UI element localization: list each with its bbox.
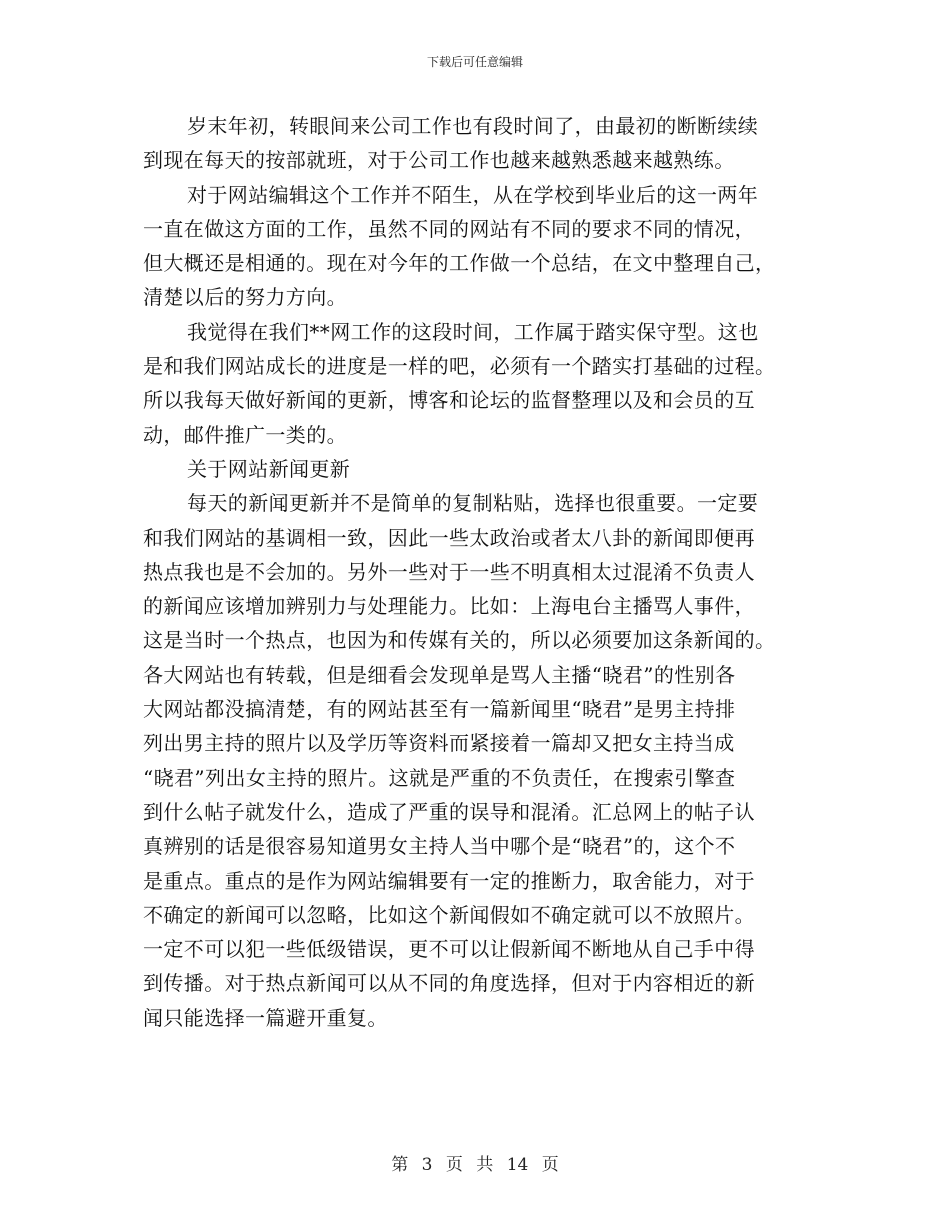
text-line: 是重点。重点的是作为网站编辑要有一定的推断力，取舍能力，对于 <box>143 868 755 893</box>
page-header: 下载后可任意编辑 <box>426 55 523 69</box>
text-line: 到现在每天的按部就班，对于公司工作也越来越熟悉越来越熟练。 <box>143 148 735 173</box>
text-line: 不确定的新闻可以忽略，比如这个新闻假如不确定就可以不放照片。 <box>143 902 755 927</box>
text-line: 热点我也是不会加的。另外一些对于一些不明真相太过混淆不负责人 <box>143 559 755 584</box>
page-number: 第 3 页 共 14 页 <box>391 1155 559 1175</box>
section-heading: 关于网站新闻更新 <box>187 456 351 481</box>
document-body <box>143 109 811 1035</box>
text-line: 每天的新闻更新并不是简单的复制粘贴，选择也很重要。一定要 <box>187 491 759 516</box>
text-line: 到传播。对于热点新闻可以从不同的角度选择，但对于内容相近的新 <box>143 971 755 996</box>
text-line: 一直在做这方面的工作，虽然不同的网站有不同的要求不同的情况， <box>143 216 755 241</box>
text-line: 的新闻应该增加辨别力与处理能力。比如：上海电台主播骂人事件， <box>143 594 755 619</box>
text-line: 是和我们网站成长的进度是一样的吧，必须有一个踏实打基础的过程。 <box>143 354 776 379</box>
text-line: 到什么帖子就发什么，造成了严重的误导和混淆。汇总网上的帖子认 <box>143 799 755 824</box>
text-line: 这是当时一个热点，也因为和传媒有关的，所以必须要加这条新闻的。 <box>143 628 776 653</box>
text-line: 但大概还是相通的。现在对今年的工作做一个总结，在文中整理自己， <box>143 251 776 276</box>
text-line: 所以我每天做好新闻的更新，博客和论坛的监督整理以及和会员的互 <box>143 388 755 413</box>
text-line: 闻只能选择一篇避开重复。 <box>143 1005 388 1030</box>
text-line: 真辨别的话是很容易知道男女主持人当中哪个是“晓君”的，这个不 <box>143 834 736 859</box>
text-line: 动，邮件推广一类的。 <box>143 422 347 447</box>
text-line: 各大网站也有转载，但是细看会发现单是骂人主播“晓君”的性别各 <box>143 662 736 687</box>
text-line: 列出男主持的照片以及学历等资料而紧接着一篇却又把女主持当成 <box>143 731 735 756</box>
text-line: 和我们网站的基调相一致，因此一些太政治或者太八卦的新闻即便再 <box>143 525 755 550</box>
text-line: 清楚以后的努力方向。 <box>143 285 347 310</box>
text-line: 我觉得在我们**网工作的这段时间，工作属于踏实保守型。这也 <box>187 319 759 344</box>
text-line: 岁末年初，转眼间来公司工作也有段时间了，由最初的断断续续 <box>187 114 759 138</box>
text-line: 一定不可以犯一些低级错误，更不可以让假新闻不断地从自己手中得 <box>143 937 755 962</box>
text-line: “晓君”列出女主持的照片。这就是严重的不负责任，在搜索引擎查 <box>143 765 736 790</box>
text-line: 大网站都没搞清楚，有的网站甚至有一篇新闻里“晓君”是男主持排 <box>143 697 736 722</box>
text-line: 对于网站编辑这个工作并不陌生，从在学校到毕业后的这一两年 <box>187 182 759 207</box>
